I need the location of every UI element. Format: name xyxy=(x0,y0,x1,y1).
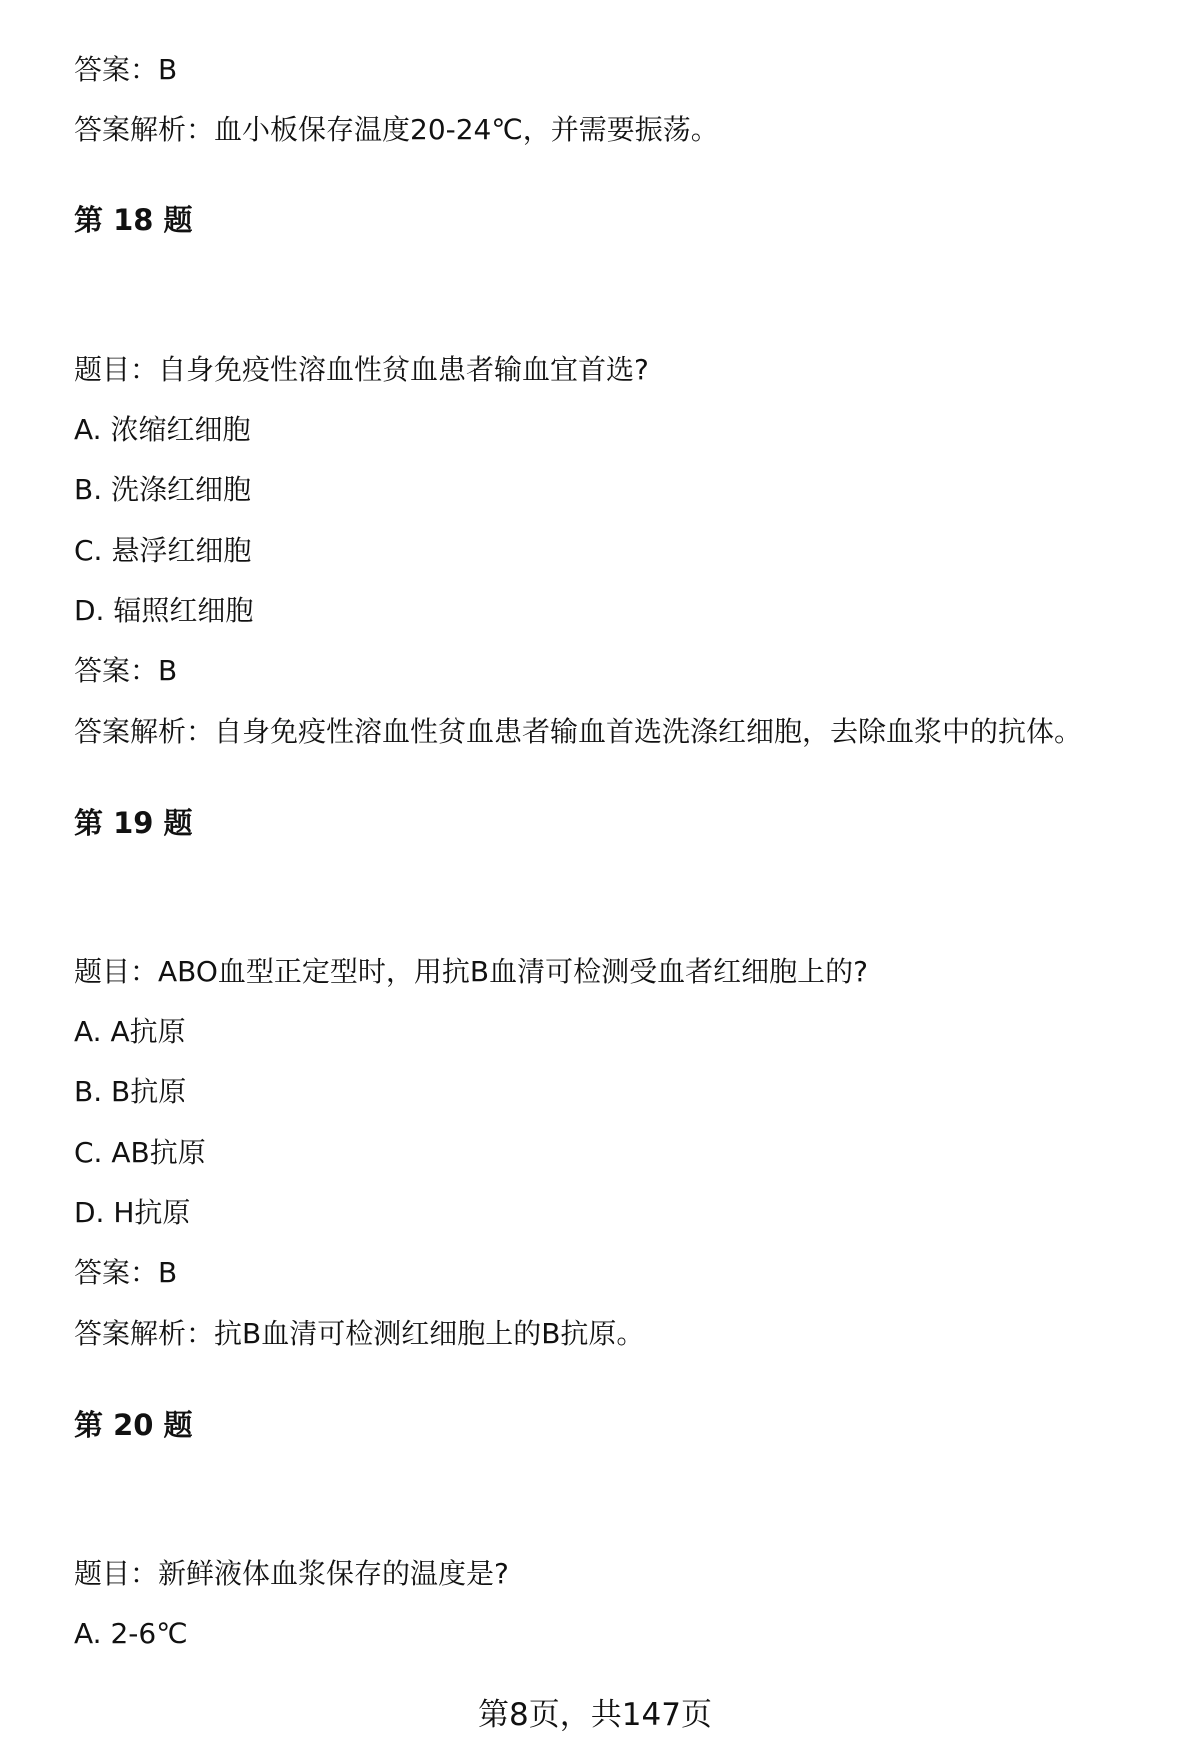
option-a: A. A抗原 xyxy=(74,1015,186,1048)
option-d: D. H抗原 xyxy=(74,1196,191,1229)
page-number: 第8页，共147页 xyxy=(478,1697,712,1733)
option-c: C. 悬浮红细胞 xyxy=(74,534,252,567)
question-heading: 第 19 题 xyxy=(74,806,193,840)
answer-analysis: 答案解析：抗B血清可检测红细胞上的B抗原。 xyxy=(74,1317,645,1350)
option-d: D. 辐照红细胞 xyxy=(74,594,254,627)
question-heading: 第 18 题 xyxy=(74,203,193,237)
option-c: C. AB抗原 xyxy=(74,1136,206,1169)
question-text: 题目：自身免疫性溶血性贫血患者输血宜首选? xyxy=(74,353,649,386)
answer-analysis: 答案解析：血小板保存温度20-24℃，并需要振荡。 xyxy=(74,113,719,146)
option-b: B. 洗涤红细胞 xyxy=(74,473,252,506)
answer-analysis: 答案解析：自身免疫性溶血性贫血患者输血首选洗涤红细胞，去除血浆中的抗体。 xyxy=(74,715,1083,748)
option-a: A. 2-6℃ xyxy=(74,1617,188,1650)
answer-text: 答案：B xyxy=(74,1256,178,1289)
question-text: 题目：ABO血型正定型时，用抗B血清可检测受血者红细胞上的? xyxy=(74,955,868,988)
option-b: B. B抗原 xyxy=(74,1075,187,1108)
answer-text: 答案：B xyxy=(74,53,178,86)
option-a: A. 浓缩红细胞 xyxy=(74,413,251,446)
answer-text: 答案：B xyxy=(74,654,178,687)
question-text: 题目：新鲜液体血浆保存的温度是? xyxy=(74,1557,509,1590)
question-heading: 第 20 题 xyxy=(74,1408,193,1442)
